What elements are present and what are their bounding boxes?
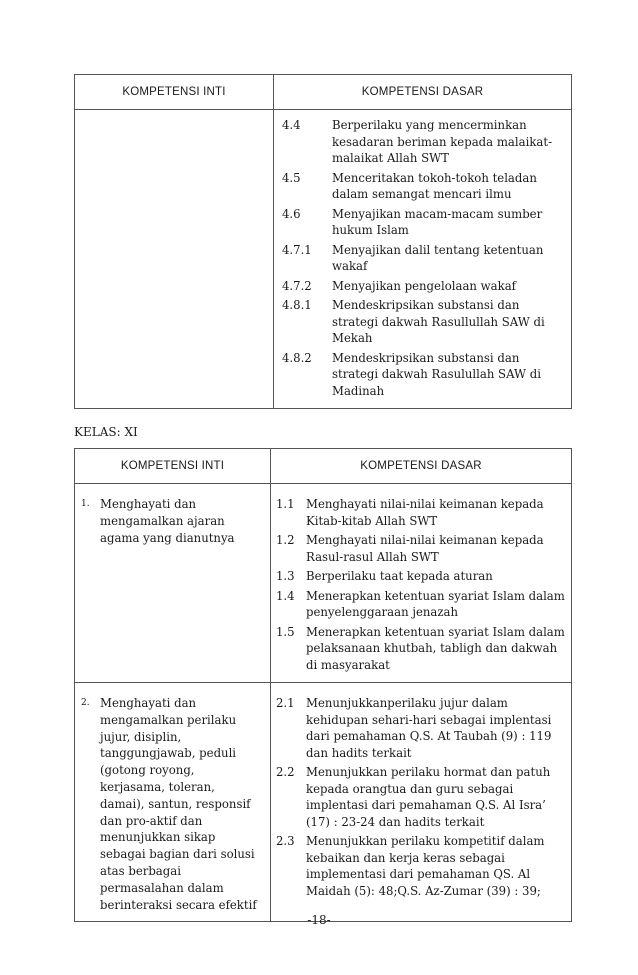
ki-cell — [75, 484, 271, 683]
header-kompetensi-inti: KOMPETENSI INTI — [75, 449, 271, 484]
kd-number: 4.5 — [282, 170, 301, 185]
ki-text: Menghayati dan mengamalkan perilaku jujur, disiplin, tanggungjawab, peduli (gotong royong, kerjasama, toleran, damai), santun, responsif dan pro-aktif dan menunjukkan sikap sebagai bagian dari solusi atas berbagai permasalahan dalam berinteraksi secara efektif — [100, 696, 257, 912]
kd-number: 2.2 — [276, 765, 295, 779]
header-kompetensi-inti: KOMPETENSI INTI — [75, 75, 274, 110]
ki-cell — [75, 683, 271, 922]
kd-text: Menerapkan ketentuan syariat Islam dalam penyelenggaraan jenazah — [306, 588, 565, 619]
kd-item — [276, 496, 565, 529]
kd-item — [276, 568, 565, 585]
ki-text: Menghayati dan mengamalkan ajaran agama yang dianutnya — [100, 497, 235, 545]
kd-text: Menerapkan ketentuan syariat Islam dalam pelaksanaan khutbah, tabligh dan dakwah di masyarakat — [306, 624, 565, 672]
kd-item — [276, 532, 565, 565]
kd-number: 4.8.1 — [282, 298, 312, 312]
kd-text: Menyajikan dalil tentang ketentuan wakaf — [332, 242, 544, 273]
kd-number: 4.7.2 — [282, 278, 312, 293]
kd-text: Berperilaku taat kepada aturan — [306, 569, 493, 583]
kd-text: Menyajikan macam-macam sumber hukum Islam — [332, 206, 543, 237]
kd-cell — [274, 110, 572, 409]
header-kompetensi-dasar: KOMPETENSI DASAR — [271, 449, 572, 484]
kd-text: Menyajikan pengelolaan wakaf — [332, 278, 516, 293]
kd-number: 4.8.2 — [282, 350, 312, 365]
kd-number: 1.3 — [276, 569, 295, 583]
kd-item — [282, 297, 563, 347]
kd-number: 2.3 — [276, 834, 295, 848]
kd-cell — [271, 683, 572, 922]
kd-number: 1.5 — [276, 624, 295, 639]
kd-text: Mendeskripsikan substansi dan strategi dakwah Rasulullah SAW di Madinah — [332, 350, 541, 398]
kd-item — [282, 170, 563, 203]
kd-text: Mendeskripsikan substansi dan strategi dakwah Rasullullah SAW di Mekah — [332, 298, 545, 345]
table-row — [75, 110, 572, 409]
kd-item — [276, 695, 565, 761]
kd-number: 2.1 — [276, 696, 295, 710]
header-kompetensi-dasar: KOMPETENSI DASAR — [274, 75, 572, 110]
kd-number: 4.7.1 — [282, 242, 312, 257]
kd-item — [276, 764, 565, 830]
kd-item — [276, 624, 565, 674]
kd-text: Menunjukkanperilaku jujur dalam kehidupan sehari-hari sebagai implentasi dari pemahaman Q.S. At Taubah (9) : 119 dan hadits terkait — [306, 696, 552, 760]
competency-table-kelas-xi — [74, 448, 572, 922]
ki-item — [75, 484, 270, 554]
ki-item — [75, 683, 270, 921]
kd-number: 4.6 — [282, 206, 301, 221]
kd-item — [282, 242, 563, 275]
kd-text: Menghayati nilai-nilai keimanan kepada Kitab-kitab Allah SWT — [306, 497, 544, 528]
ki-number: 1. — [81, 499, 90, 509]
kelas-label: KELAS: XI — [74, 425, 138, 439]
kd-number: 1.2 — [276, 533, 295, 547]
competency-table-continued — [74, 74, 572, 409]
kd-text: Menunjukkan perilaku kompetitif dalam kebaikan dan kerja keras sebagai implementasi dari pemahaman QS. Al Maidah (5): 48;Q.S. Az-Zumar (39) : 39; — [306, 834, 545, 898]
page-number: -18- — [307, 913, 331, 927]
kd-number: 4.4 — [282, 118, 301, 132]
kd-item — [276, 833, 565, 899]
table-header-row — [75, 449, 572, 484]
ki-number: 2. — [81, 698, 90, 708]
kd-item — [276, 588, 565, 621]
kd-number: 1.4 — [276, 588, 295, 603]
kd-cell — [271, 484, 572, 683]
kd-item — [282, 117, 563, 167]
table-header-row — [75, 75, 572, 110]
table-row — [75, 683, 572, 922]
kd-text: Menghayati nilai-nilai keimanan kepada Rasul-rasul Allah SWT — [306, 533, 544, 564]
kd-text: Menceritakan tokoh-tokoh teladan dalam semangat mencari ilmu — [332, 170, 537, 201]
kd-item — [282, 350, 563, 400]
kd-text: Berperilaku yang mencerminkan kesadaran beriman kepada malaikat-malaikat Allah SWT — [332, 118, 553, 165]
kd-item — [282, 278, 563, 295]
kd-text: Menunjukkan perilaku hormat dan patuh kepada orangtua dan guru sebagai implentasi dari pemahaman Q.S. Al Isra’ (17) : 23-24 dan hadits terkait — [306, 765, 551, 829]
ki-cell-empty — [75, 110, 274, 409]
kd-number: 1.1 — [276, 497, 295, 511]
table-row — [75, 484, 572, 683]
kd-item — [282, 206, 563, 239]
